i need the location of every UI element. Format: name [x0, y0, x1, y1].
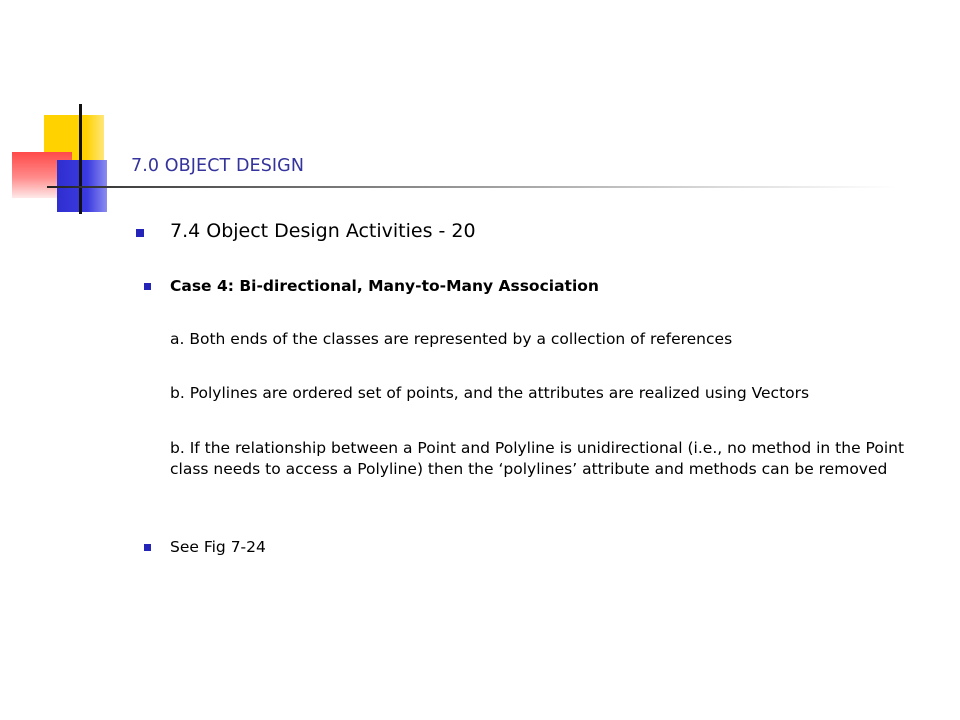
header-divider: [47, 186, 897, 188]
logo-vertical-line: [79, 104, 82, 214]
item-b1-text: b. Polylines are ordered set of points, and the attributes are realized using Vectors: [170, 384, 810, 402]
item-a-text: a. Both ends of the classes are represented by a collection of references: [170, 330, 733, 348]
square-bullet-icon: [144, 283, 151, 290]
see-figure-text: See Fig 7-24: [170, 538, 266, 556]
square-bullet-icon: [136, 229, 144, 237]
square-bullet-icon: [144, 544, 151, 551]
item-b2-text: b. If the relationship between a Point and Polyline is unidirectional (i.e., no method in the Point class needs to access a Polyline) then the ‘polylines’ attribute and methods can be removed: [170, 439, 905, 478]
slide-header-title: 7.0 OBJECT DESIGN: [131, 156, 305, 176]
case-title: Case 4: Bi-directional, Many-to-Many Association: [170, 277, 599, 295]
section-heading: 7.4 Object Design Activities - 20: [170, 220, 476, 242]
